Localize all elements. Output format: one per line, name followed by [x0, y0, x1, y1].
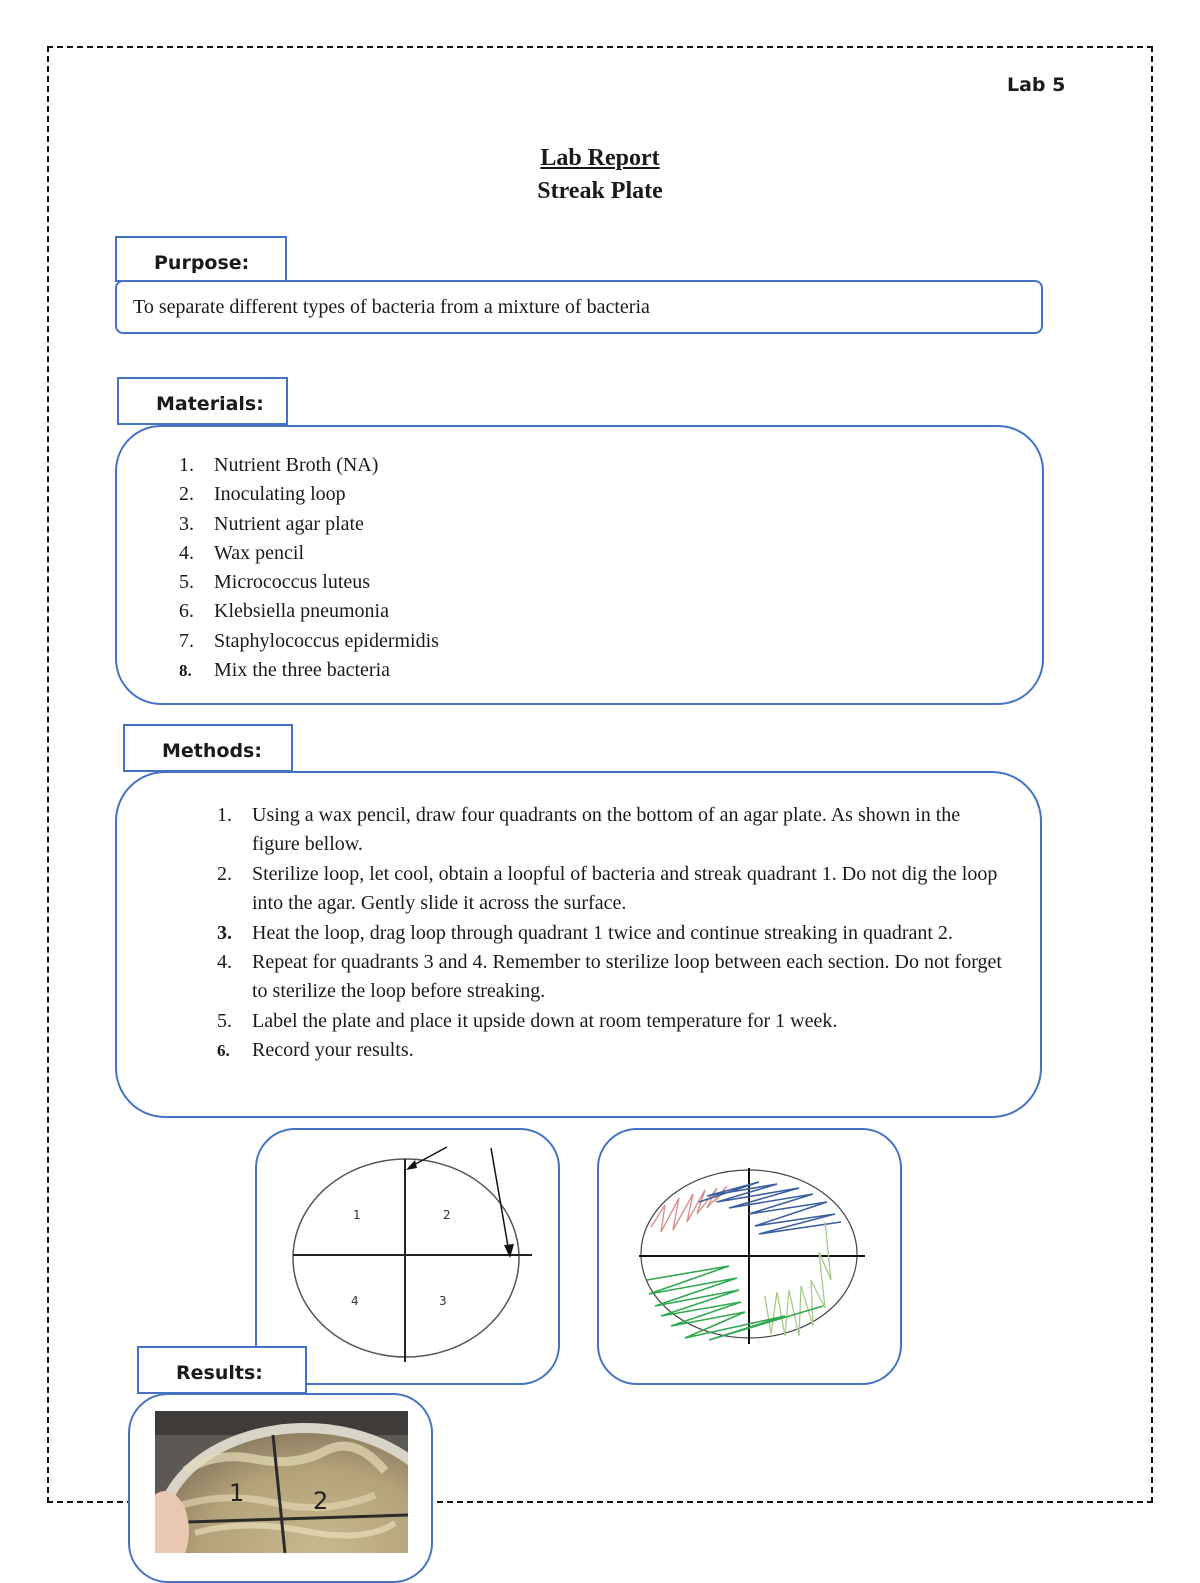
quadrant-label-4: 4 — [351, 1294, 359, 1308]
materials-label-box — [117, 377, 288, 425]
list-item: 1. Nutrient Broth (NA) — [179, 454, 379, 476]
methods-box — [115, 771, 1042, 1118]
quadrant-label-1: 1 — [353, 1208, 361, 1222]
results-label: Results: — [176, 1362, 263, 1384]
materials-list — [179, 451, 439, 685]
report-subtitle: Streak Plate — [537, 178, 663, 204]
purpose-box — [115, 280, 1043, 334]
purpose-text: To separate different types of bacteria from a mixture of bacteria — [133, 296, 650, 318]
streak-pattern-box — [597, 1128, 902, 1385]
list-item: 3. Heat the loop, drag loop through quadrant 1 twice and continue streaking in quadrant 2. — [217, 921, 953, 944]
list-item: 3. Nutrient agar plate — [179, 512, 364, 535]
quadrant-label-3: 3 — [439, 1294, 447, 1308]
photo-mark-2: 2 — [313, 1487, 329, 1515]
purpose-label-box — [115, 236, 287, 282]
list-item: 5. Micrococcus luteus — [179, 571, 371, 594]
list-item: 6. Klebsiella pneumonia — [179, 600, 389, 623]
report-title: Lab Report — [540, 145, 660, 171]
list-item: 8. Mix the three bacteria — [179, 659, 391, 682]
list-item: 4. Wax pencil — [179, 541, 305, 564]
petri-dish-photo — [155, 1411, 408, 1553]
list-item: 2. Inoculating loop — [179, 483, 346, 506]
materials-label: Materials: — [156, 393, 264, 415]
methods-label: Methods: — [162, 740, 262, 762]
quadrant-label-2: 2 — [443, 1208, 451, 1222]
materials-box — [115, 425, 1044, 705]
list-item: 2. Sterilize loop, let cool, obtain a loopful of bacteria and streak quadrant 1. Do not dig the loop into the agar. Gently slide it across the surface. — [217, 862, 998, 915]
photo-mark-1: 1 — [229, 1479, 245, 1507]
methods-label-box — [123, 724, 293, 772]
lab-number: Lab 5 — [1007, 74, 1066, 96]
list-item: 4. Repeat for quadrants 3 and 4. Remember to sterilize loop between each section. Do not forget to sterilize the loop before streaking. — [217, 951, 1002, 1003]
results-photo — [155, 1411, 408, 1553]
list-item: 7. Staphylococcus epidermidis — [179, 629, 439, 652]
list-item: 6. Record your results. — [217, 1039, 414, 1062]
purpose-label: Purpose: — [154, 252, 250, 274]
results-label-box — [137, 1346, 307, 1394]
list-item: 5. Label the plate and place it upside down at room temperature for 1 week. — [217, 1009, 838, 1032]
streak-pattern — [599, 1130, 902, 1385]
list-item: 1. Using a wax pencil, draw four quadrants on the bottom of an agar plate. As shown in the figure bellow. — [217, 804, 961, 856]
methods-list — [217, 801, 1007, 1066]
